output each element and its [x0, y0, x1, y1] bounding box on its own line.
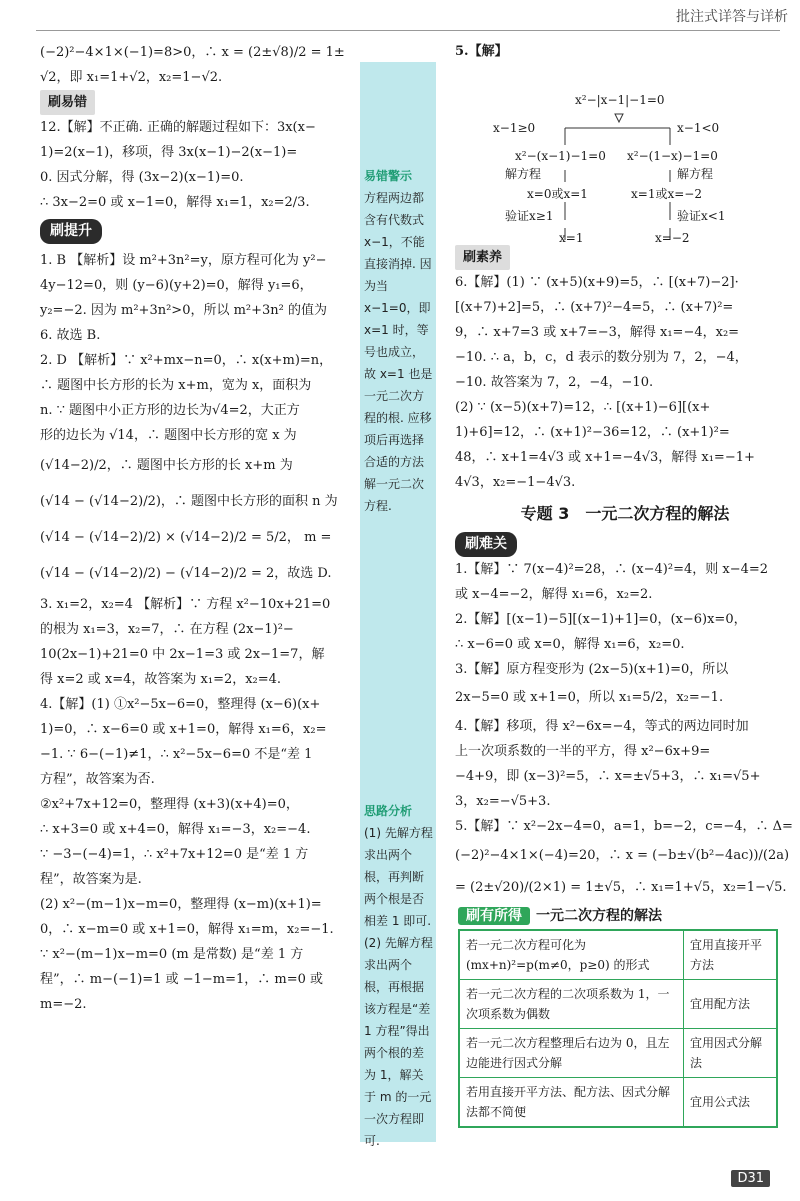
table-cell-condition: 若一元二次方程的二次项系数为 1，一次项系数为偶数: [459, 980, 684, 1029]
question-5-label: 5.【解】: [455, 44, 508, 59]
diagram-left-answer: x=1: [559, 231, 584, 245]
text-line: 1)=0，∴ x−6=0 或 x+1=0，解得 x₁=6，x₂=: [40, 722, 327, 737]
text-line: 程”，故答案为是.: [40, 872, 142, 887]
text-line: = (2±√20)/(2×1) = 1±√5，∴ x₁=1+√5，x₂=1−√5.: [455, 880, 787, 895]
table-row: [459, 930, 777, 980]
text-line: −10. 故答案为 7，2，−4，−10.: [455, 375, 654, 390]
text-line: ∴ x+3=0 或 x+4=0，解得 x₁=−3，x₂=−4.: [40, 822, 311, 837]
text-line: 上一次项系数的一半的平方，得 x²−6x+9=: [455, 744, 711, 759]
diagram-right-result: x=1或x=−2: [631, 187, 702, 201]
text-line: 方程”，故答案为否.: [40, 772, 155, 787]
diagram-left-equation: x²−(x−1)−1=0: [515, 149, 606, 163]
table-row: [459, 1078, 777, 1128]
section-badge-improve: 刷提升: [40, 219, 102, 244]
text-line: (−2)²−4×1×(−1)=8>0，∴ x = (2±√8)/2 = 1±: [40, 45, 345, 60]
text-line: 6. 故选 B.: [40, 328, 101, 343]
text-line: 1)=2(x−1)，移项，得 3x(x−1)−2(x−1)=: [40, 145, 298, 160]
summary-box: [458, 905, 778, 1128]
text-line: ∴ 题图中长方形的长为 x+m，宽为 x，面积为: [40, 378, 312, 393]
text-line: y₂=−2. 因为 m²+3n²>0，所以 m²+3n² 的值为: [40, 303, 328, 318]
text-line: 或 x−4=−2，解得 x₁=6，x₂=2.: [455, 587, 653, 602]
text-line: 得 x=2 或 x=4，故答案为 x₁=2，x₂=4.: [40, 672, 282, 687]
text-line: 3，x₂=−√5+3.: [455, 794, 551, 809]
summary-tag: 刷有所得: [458, 907, 530, 925]
diagram-right-solve: 解方程: [677, 167, 714, 181]
diagram-right-answer: x=−2: [655, 231, 690, 245]
diagram-right-equation: x²−(1−x)−1=0: [627, 149, 718, 163]
text-line: 4.【解】(1) ①x²−5x−6=0，整理得 (x−6)(x+: [40, 697, 321, 712]
text-line: 形的边长为 √14，∴ 题图中长方形的宽 x 为: [40, 428, 297, 443]
page-number: D31: [731, 1170, 770, 1187]
table-cell-condition: 若用直接开平方法、配方法、因式分解法都不简便: [459, 1078, 684, 1128]
diagram-right-condition: x−1<0: [677, 121, 720, 135]
text-line: ∵ −3−(−4)=1，∴ x²+7x+12=0 是“差 1 方: [40, 847, 309, 862]
text-line: 4y−12=0，则 (y−6)(y+2)=0，解得 y₁=6，: [40, 278, 313, 293]
table-cell-condition: 若一元二次方程整理后右边为 0，且左边能进行因式分解: [459, 1029, 684, 1078]
text-line: 6.【解】(1) ∵ (x+5)(x+9)=5，∴ [(x+7)−2]·: [455, 275, 739, 290]
text-line: n. ∵ 题图中小正方形的边长为√4=2，大正方: [40, 403, 300, 418]
text-line: (√14 − (√14−2)/2) − (√14−2)/2 = 2，故选 D.: [40, 566, 332, 581]
text-line: ∵ x²−(m−1)x−m=0 (m 是常数) 是“差 1 方: [40, 947, 304, 962]
diagram-left-verify: 验证x≥1: [505, 209, 554, 223]
summary-title: 一元二次方程的解法: [536, 908, 662, 924]
text-line: [(x+7)+2]=5，∴ (x+7)²−4=5，∴ (x+7)²=: [455, 300, 734, 315]
diagram-left-condition: x−1≥0: [493, 121, 536, 135]
note-body: (1) 先解方程求出两个根，再判断两个根是否相差 1 即可. (2) 先解方程求出两个根，再根据该方程是“差 1 方程”得出两个根的差为 1，解关于 m 的一元一次方程即可.: [364, 826, 433, 1148]
text-line: ∴ x−6=0 或 x=0，解得 x₁=6，x₂=0.: [455, 637, 685, 652]
section-badge-difficult: 刷难关: [455, 532, 517, 557]
note-title: 易错警示: [364, 169, 413, 183]
text-line: 1)+6]=12，∴ (x+1)²−36=12，∴ (x+1)²=: [455, 425, 730, 440]
diagram-right-verify: 验证x<1: [677, 209, 726, 223]
table-cell-method: 宜用公式法: [684, 1078, 778, 1128]
text-line: 9，∴ x+7=3 或 x+7=−3，解得 x₁=−4，x₂=: [455, 325, 740, 340]
left-column: [40, 40, 358, 1017]
right-column: [455, 245, 795, 903]
text-line: 12.【解】不正确. 正确的解题过程如下：3x(x−: [40, 120, 316, 135]
text-line: −10. ∴ a，b，c，d 表示的数分别为 7，2，−4，: [455, 350, 748, 365]
text-line: 5.【解】∵ x²−2x−4=0，a=1，b=−2，c=−4，∴ Δ=: [455, 819, 793, 834]
text-line: 0，∴ x−m=0 或 x+1=0，解得 x₁=m，x₂=−1.: [40, 922, 334, 937]
text-line: (2) ∵ (x−5)(x+7)=12，∴ [(x+1)−6][(x+: [455, 400, 711, 415]
text-line: ②x²+7x+12=0，整理得 (x+3)(x+4)=0，: [40, 797, 299, 812]
text-line: (√14 − (√14−2)/2)，∴ 题图中长方形的面积 n 为: [40, 494, 338, 509]
table-cell-method: 宜用配方法: [684, 980, 778, 1029]
section-label-mistakes: 刷易错: [40, 90, 95, 115]
text-line: (√14 − (√14−2)/2) × (√14−2)/2 = 5/2， m =: [40, 530, 332, 545]
text-line: 2.【解】[(x−1)−5][(x−1)+1]=0，(x−6)x=0，: [455, 612, 747, 627]
text-line: 2. D 【解析】∵ x²+mx−n=0，∴ x(x+m)=n，: [40, 353, 333, 368]
note-body: 方程两边都含有代数式 x−1，不能直接消掉. 因为当 x−1=0，即 x=1 时，等号也成立，故 x=1 也是一元二次方程的根. 应移项后再选择合适的方法解一元二次方程.: [364, 191, 433, 513]
text-line: 2x−5=0 或 x+1=0，所以 x₁=5/2，x₂=−1.: [455, 690, 724, 705]
text-line: 1. B 【解析】设 m²+3n²=y，原方程可化为 y²−: [40, 253, 327, 268]
text-line: (−2)²−4×1×(−4)=20，∴ x = (−b±√(b²−4ac))/(2a): [455, 848, 790, 863]
diagram-left-solve: 解方程: [505, 167, 542, 181]
text-line: −4+9，即 (x−3)²=5，∴ x=±√5+3，∴ x₁=√5+: [455, 769, 761, 784]
summary-table: [458, 929, 778, 1128]
text-line: 0. 因式分解，得 (3x−2)(x−1)=0.: [40, 170, 244, 185]
text-line: 4.【解】移项，得 x²−6x=−4，等式的两边同时加: [455, 719, 749, 734]
topic-title: 专题 3 一元二次方程的解法: [520, 504, 730, 523]
text-line: 48，∴ x+1=4√3 或 x+1=−4√3，解得 x₁=−1+: [455, 450, 755, 465]
table-row: [459, 980, 777, 1029]
table-cell-method: 宜用因式分解法: [684, 1029, 778, 1078]
text-line: ∴ 3x−2=0 或 x−1=0，解得 x₁=1，x₂=2/3.: [40, 195, 310, 210]
text-line: (√14−2)/2，∴ 题图中长方形的长 x+m 为: [40, 458, 293, 473]
diagram-left-result: x=0或x=1: [527, 187, 588, 201]
diagram-top-equation: x²−|x−1|−1=0: [575, 93, 665, 107]
note-analysis: [364, 800, 434, 1152]
text-line: 10(2x−1)+21=0 中 2x−1=3 或 2x−1=7，解: [40, 647, 325, 662]
text-line: 3. x₁=2，x₂=4 【解析】∵ 方程 x²−10x+21=0: [40, 597, 331, 612]
table-cell-condition: 若一元二次方程可化为 (mx+n)²=p(m≠0，p≥0) 的形式: [459, 930, 684, 980]
text-line: −1. ∵ 6−(−1)≠1，∴ x²−5x−6=0 不是“差 1: [40, 747, 313, 762]
text-line: 程”，∴ m−(−1)=1 或 −1−m=1，∴ m=0 或: [40, 972, 324, 987]
header-divider: [36, 30, 780, 31]
note-title: 思路分析: [364, 804, 413, 818]
summary-header: [458, 905, 778, 925]
table-cell-method: 宜用直接开平方法: [684, 930, 778, 980]
text-line: 的根为 x₁=3，x₂=7，∴ 在方程 (2x−1)²−: [40, 622, 294, 637]
text-line: √2，即 x₁=1+√2，x₂=1−√2.: [40, 70, 223, 85]
text-line: m=−2.: [40, 997, 87, 1012]
section-label-literacy: 刷素养: [455, 245, 510, 270]
note-error-warning: [364, 165, 434, 517]
text-line: 4√3，x₂=−1−4√3.: [455, 475, 576, 490]
text-line: 3.【解】原方程变形为 (2x−5)(x+1)=0，所以: [455, 662, 729, 677]
page-header-title: 批注式详答与详析: [676, 9, 788, 25]
flow-diagram: [455, 70, 795, 250]
text-line: 1.【解】∵ 7(x−4)²=28，∴ (x−4)²=4，则 x−4=2: [455, 562, 769, 577]
table-row: [459, 1029, 777, 1078]
text-line: (2) x²−(m−1)x−m=0，整理得 (x−m)(x+1)=: [40, 897, 322, 912]
